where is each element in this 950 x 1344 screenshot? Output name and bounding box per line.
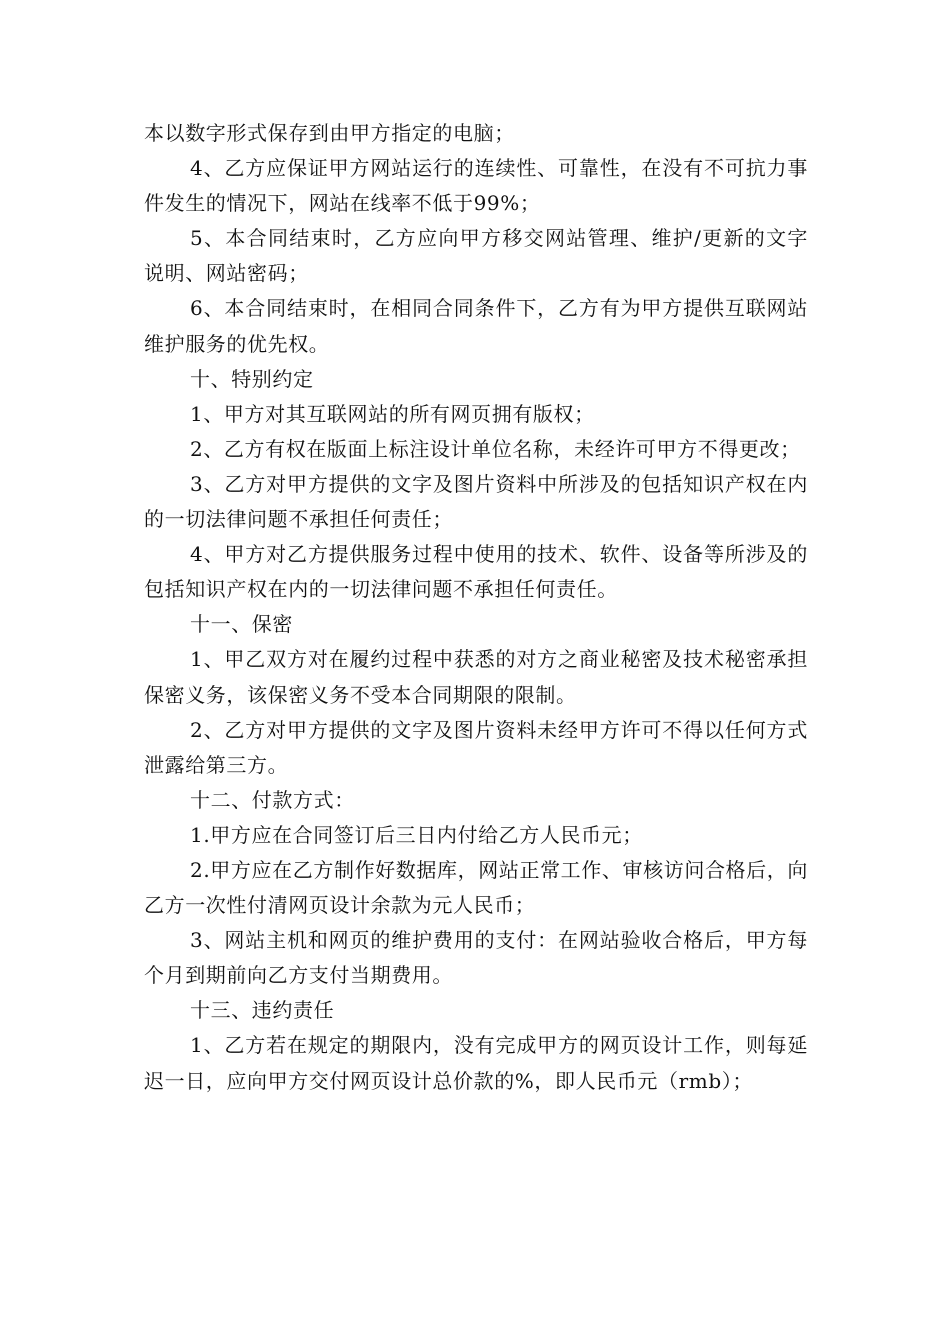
paragraph-clause-5-handover: 5、本合同结束时，乙方应向甲方移交网站管理、维护/更新的文字说明、网站密码； [144,226,808,286]
document-body [144,116,808,1099]
paragraph-payment-3: 3、网站主机和网页的维护费用的支付：在网站验收合格后，甲方每个月到期前向乙方支付当期费用。 [144,928,808,988]
paragraph-clause-4-uptime: 4、乙方应保证甲方网站运行的连续性、可靠性，在没有不可抗力事件发生的情况下，网站在线率不低于99%； [144,156,808,216]
paragraph-special-1: 1、甲方对其互联网站的所有网页拥有版权； [190,401,595,426]
paragraph-continuation: 本以数字形式保存到由甲方指定的电脑； [144,121,515,145]
paragraph-payment-2: 2.甲方应在乙方制作好数据库，网站正常工作、审核访问合格后，向乙方一次性付清网页设计余款为元人民币； [144,857,808,918]
paragraph-special-2: 2、乙方有权在版面上标注设计单位名称，未经许可甲方不得更改； [190,436,801,461]
section-heading-confidentiality: 十一、保密 [190,612,293,637]
paragraph-payment-1: 1.甲方应在合同签订后三日内付给乙方人民币元； [190,822,643,847]
section-heading-breach: 十三、违约责任 [190,998,335,1023]
paragraph-clause-6-priority: 6、本合同结束时，在相同合同条件下，乙方有为甲方提供互联网站维护服务的优先权。 [144,296,808,356]
paragraph-breach-1: 1、乙方若在规定的期限内，没有完成甲方的网页设计工作，则每延迟一日，应向甲方交付网页设计总价款的%，即人民币元（rmb）； [144,1033,808,1093]
section-heading-special-agreement: 十、特别约定 [190,366,314,391]
paragraph-special-4: 4、甲方对乙方提供服务过程中使用的技术、软件、设备等所涉及的包括知识产权在内的一切法律问题不承担任何责任。 [144,542,808,602]
paragraph-special-3: 3、乙方对甲方提供的文字及图片资料中所涉及的包括知识产权在内的一切法律问题不承担任何责任； [144,471,808,532]
paragraph-confidentiality-2: 2、乙方对甲方提供的文字及图片资料未经甲方许可不得以任何方式泄露给第三方。 [144,717,808,777]
paragraph-confidentiality-1: 1、甲乙双方对在履约过程中获悉的对方之商业秘密及技术秘密承担保密义务，该保密义务不受本合同期限的限制。 [144,647,808,707]
section-heading-payment: 十二、付款方式： [190,787,355,812]
